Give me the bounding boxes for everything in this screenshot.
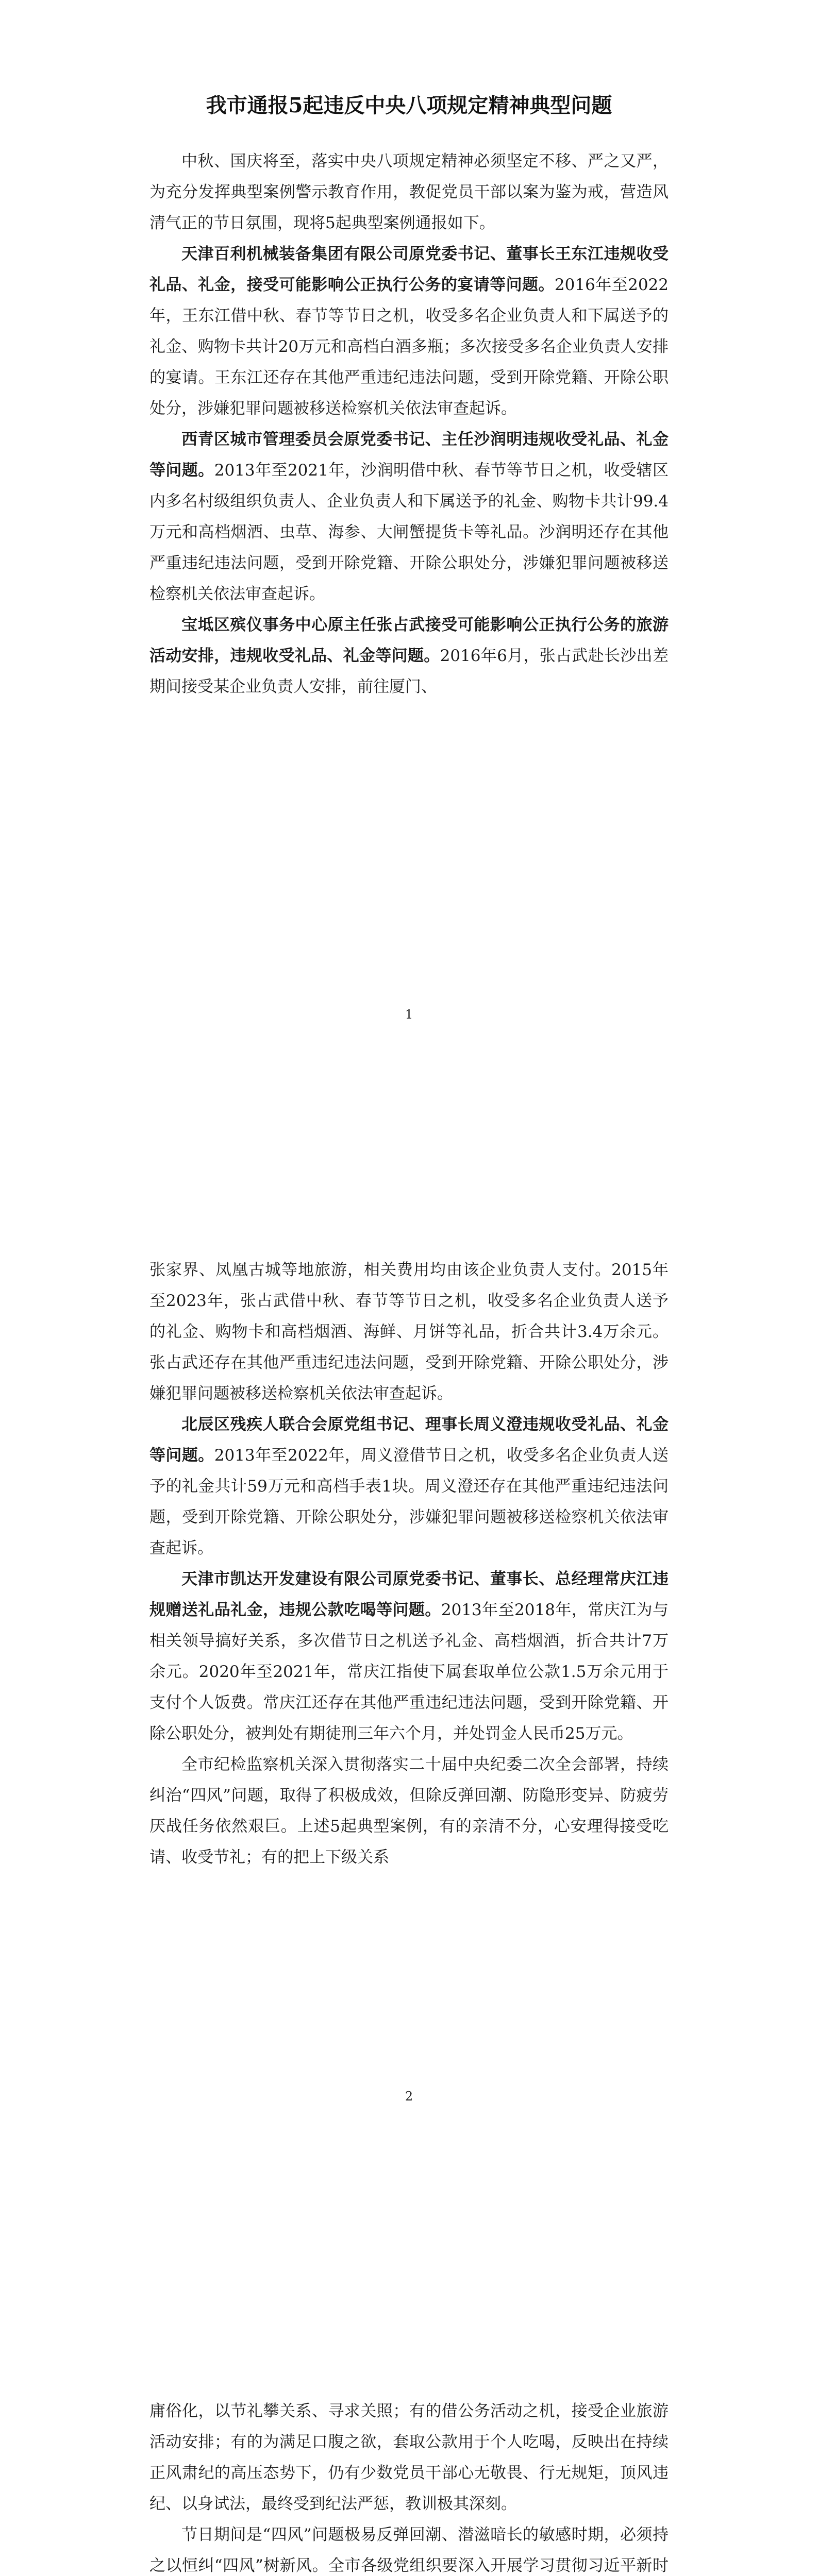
case-3-body-start: 2016年6月，张占武赴长沙出差期间接受某企业负责人安排，前往厦门、 (149, 647, 669, 696)
case-3-continued-paragraph (149, 1255, 669, 1409)
case-2-body: 2013年至2021年，沙润明借中秋、春节等节日之机，收受辖区内多名村级组织负责人、企业负责人和下属送予的礼金、购物卡共计99.4万元和高档烟酒、虫草、海参、大闸蟹提货卡等礼品。沙润明还存在其他严重违纪违法问题，受到开除党籍、开除公职处分，涉嫌犯罪问题被移送检察机关依法审查起诉。 (149, 461, 669, 603)
case-1-paragraph (149, 239, 669, 424)
document-title: 我市通报5起违反中央八项规定精神典型问题 (206, 93, 612, 117)
case-4-heading: 北辰区残疾人联合会原党组书记、理事长周义澄违规收受礼品、礼金等问题。 (149, 1415, 669, 1465)
requirements-text: 节日期间是“四风”问题极易反弹回潮、潜滋暗长的敏感时期，必须持之以恒纠“四风”树新风。全市各级党组织要深入开展学习贯彻习近平新时 (149, 2526, 669, 2575)
case-1-heading: 天津百利机械装备集团有限公司原党委书记、董事长王东江违规收受礼品、礼金，接受可能影响公正执行公务的宴请等问题。 (149, 245, 669, 294)
case-1-body: 2016年至2022年，王东江借中秋、春节等节日之机，收受多名企业负责人和下属送予的礼金、购物卡共计20万元和高档白酒多瓶；多次接受多名企业负责人安排的宴请。王东江还存在其他严重违纪违法问题，受到开除党籍、开除公职处分，涉嫌犯罪问题被移送检察机关依法审查起诉。 (149, 276, 669, 418)
page-number: 2 (405, 2089, 413, 2104)
case-5-paragraph (149, 1564, 669, 1749)
page-number: 1 (405, 1007, 413, 1022)
case-2-paragraph (149, 424, 669, 609)
case-5-heading: 天津市凯达开发建设有限公司原党委书记、董事长、总经理常庆江违规赠送礼品礼金，违规公款吃喝等问题。 (149, 1570, 669, 1619)
page-content (149, 1255, 669, 1873)
summary-text-end: 庸俗化，以节礼攀关系、寻求关照；有的借公务活动之机，接受企业旅游活动安排；有的为满足口腹之欲，套取公款用于个人吃喝，反映出在持续正风肃纪的高压态势下，仍有少数党员干部心无敬畏、行无规矩，顶风违纪、以身试法，最终受到纪法严惩，教训极其深刻。 (149, 2402, 669, 2513)
case-4-body: 2013年至2022年，周义澄借节日之机，收受多名企业负责人送予的礼金共计59万元和高档手表1块。周义澄还存在其他严重违纪违法问题，受到开除党籍、开除公职处分，涉嫌犯罪问题被移送检察机关依法审查起诉。 (149, 1446, 669, 1557)
summary-continued-paragraph (149, 2396, 669, 2519)
case-2-heading: 西青区城市管理委员会原党委书记、主任沙润明违规收受礼品、礼金等问题。 (149, 430, 669, 480)
intro-paragraph (149, 146, 669, 239)
case-5-body: 2013年至2018年，常庆江为与相关领导搞好关系，多次借节日之机送予礼金、高档烟酒，折合共计7万余元。2020年至2021年，常庆江指使下属套取单位公款1.5万余元用于支付个人饭费。常庆江还存在其他严重违纪违法问题，受到开除党籍、开除公职处分，被判处有期徒刑三年六个月，并处罚金人民币25万元。 (149, 1601, 669, 1743)
page-content (149, 2396, 669, 2576)
page-1 (0, 0, 818, 1157)
page-2 (0, 1157, 818, 2313)
page-content (149, 90, 669, 702)
case-3-heading: 宝坻区殡仪事务中心原主任张占武接受可能影响公正执行公务的旅游活动安排，违规收受礼品、礼金等问题。 (149, 616, 669, 665)
case-4-paragraph (149, 1409, 669, 1564)
case-3-paragraph (149, 609, 669, 702)
requirements-paragraph (149, 2519, 669, 2576)
summary-text-start: 全市纪检监察机关深入贯彻落实二十届中央纪委二次全会部署，持续纠治“四风”问题，取得了积极成效，但除反弹回潮、防隐形变异、防疲劳厌战任务依然艰巨。上述5起典型案例，有的亲清不分，心安理得接受吃请、收受节礼；有的把上下级关系 (149, 1755, 669, 1867)
paragraph-text: 中秋、国庆将至，落实中央八项规定精神必须坚定不移、严之又严，为充分发挥典型案例警示教育作用，教促党员干部以案为鉴为戒，营造风清气正的节日氛围，现将5起典型案例通报如下。 (149, 152, 669, 232)
case-3-body-end: 张家界、凤凰古城等地旅游，相关费用均由该企业负责人支付。2015年至2023年，张占武借中秋、春节等节日之机，收受多名企业负责人送予的礼金、购物卡和高档烟酒、海鲜、月饼等礼品，折合共计3.4万余元。张占武还存在其他严重违纪违法问题，受到开除党籍、开除公职处分，涉嫌犯罪问题被移送检察机关依法审查起诉。 (149, 1261, 669, 1403)
page-3 (0, 2313, 818, 2576)
summary-paragraph (149, 1749, 669, 1873)
